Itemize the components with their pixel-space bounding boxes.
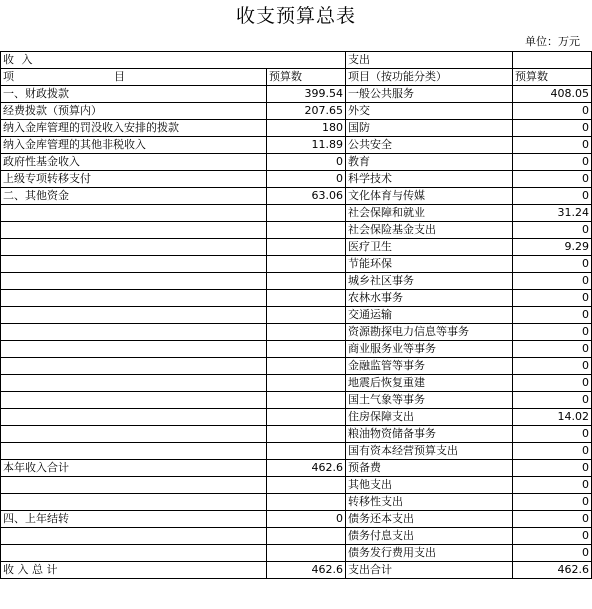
income-budget-cell[interactable] (267, 256, 346, 273)
table-row (1, 426, 592, 443)
expense-item-cell[interactable]: 住房保障支出 (346, 409, 513, 426)
income-item-cell[interactable]: 二、其他资金 (1, 188, 267, 205)
expense-budget-cell[interactable]: 0 (513, 528, 592, 545)
income-budget-cell[interactable]: 11.89 (267, 137, 346, 154)
expense-budget-cell[interactable]: 408.05 (513, 86, 592, 103)
expense-header[interactable]: 支出 (346, 52, 513, 69)
income-item-cell[interactable]: 一、财政拨款 (1, 86, 267, 103)
expense-budget-cell[interactable]: 0 (513, 358, 592, 375)
expense-item-cell[interactable]: 资源勘探电力信息等事务 (346, 324, 513, 341)
expense-item-cell[interactable]: 医疗卫生 (346, 239, 513, 256)
income-budget-cell[interactable] (267, 239, 346, 256)
income-budget-cell[interactable]: 0 (267, 154, 346, 171)
header-row-2 (1, 69, 592, 86)
expense-budget-cell[interactable]: 0 (513, 324, 592, 341)
income-budget-cell[interactable]: 0 (267, 511, 346, 528)
income-budget-cell[interactable] (267, 358, 346, 375)
table-row (1, 460, 592, 477)
table-row (1, 205, 592, 222)
expense-budget-cell[interactable]: 0 (513, 171, 592, 188)
expense-budget-cell[interactable]: 0 (513, 494, 592, 511)
income-budget-cell[interactable] (267, 426, 346, 443)
expense-item-header[interactable]: 项目（按功能分类） (346, 69, 513, 86)
income-item-cell[interactable] (1, 341, 267, 358)
expense-budget-cell[interactable]: 0 (513, 460, 592, 477)
income-budget-cell[interactable] (267, 341, 346, 358)
expense-item-cell[interactable]: 交通运输 (346, 307, 513, 324)
income-budget-cell[interactable] (267, 307, 346, 324)
expense-item-cell[interactable]: 国有资本经营预算支出 (346, 443, 513, 460)
expense-budget-cell[interactable]: 0 (513, 341, 592, 358)
header-row-1 (1, 52, 592, 69)
expense-budget-cell[interactable]: 0 (513, 222, 592, 239)
income-item-cell[interactable] (1, 307, 267, 324)
table-row (1, 341, 592, 358)
expense-budget-cell[interactable]: 0 (513, 545, 592, 562)
table-row (1, 239, 592, 256)
expense-item-cell[interactable]: 社会保险基金支出 (346, 222, 513, 239)
expense-budget-cell[interactable]: 0 (513, 256, 592, 273)
expense-budget-cell[interactable]: 0 (513, 392, 592, 409)
budget-table (0, 51, 592, 579)
expense-budget-cell[interactable]: 462.6 (513, 562, 592, 579)
income-item-cell[interactable] (1, 409, 267, 426)
income-budget-cell[interactable]: 462.6 (267, 460, 346, 477)
income-item-cell[interactable] (1, 273, 267, 290)
income-budget-cell[interactable] (267, 290, 346, 307)
income-item-cell[interactable] (1, 443, 267, 460)
income-item-cell[interactable] (1, 477, 267, 494)
expense-budget-cell[interactable]: 0 (513, 290, 592, 307)
income-item-cell[interactable] (1, 205, 267, 222)
income-item-cell[interactable]: 纳入金库管理的其他非税收入 (1, 137, 267, 154)
table-row (1, 290, 592, 307)
table-row (1, 443, 592, 460)
table-row (1, 545, 592, 562)
expense-budget-cell[interactable]: 0 (513, 154, 592, 171)
income-item-cell[interactable] (1, 324, 267, 341)
income-item-cell[interactable] (1, 290, 267, 307)
expense-item-cell[interactable]: 债务还本支出 (346, 511, 513, 528)
expense-budget-cell[interactable]: 0 (513, 375, 592, 392)
expense-item-cell[interactable]: 转移性支出 (346, 494, 513, 511)
budget-table-body (1, 52, 592, 579)
income-item-cell[interactable] (1, 426, 267, 443)
table-row (1, 86, 592, 103)
income-item-cell[interactable]: 四、上年结转 (1, 511, 267, 528)
income-item-cell[interactable] (1, 494, 267, 511)
income-budget-cell[interactable]: 399.54 (267, 86, 346, 103)
table-row (1, 273, 592, 290)
table-row (1, 137, 592, 154)
income-header[interactable]: 收 入 (1, 52, 346, 69)
income-budget-cell[interactable] (267, 273, 346, 290)
table-row (1, 528, 592, 545)
expense-budget-cell[interactable]: 0 (513, 120, 592, 137)
expense-item-cell[interactable]: 金融监管等事务 (346, 358, 513, 375)
income-budget-cell[interactable]: 63.06 (267, 188, 346, 205)
income-budget-cell[interactable] (267, 443, 346, 460)
table-row (1, 375, 592, 392)
income-item-cell[interactable]: 经费拨款（预算内） (1, 103, 267, 120)
table-row (1, 154, 592, 171)
income-item-cell[interactable]: 政府性基金收入 (1, 154, 267, 171)
income-item-cell[interactable]: 收 入 总 计 (1, 562, 267, 579)
expense-budget-cell[interactable]: 0 (513, 511, 592, 528)
income-item-cell[interactable] (1, 375, 267, 392)
expense-budget-cell[interactable]: 0 (513, 443, 592, 460)
expense-budget-cell[interactable]: 0 (513, 137, 592, 154)
table-row (1, 307, 592, 324)
expense-budget-cell[interactable]: 14.02 (513, 409, 592, 426)
table-row (1, 477, 592, 494)
expense-item-cell[interactable]: 国土气象等事务 (346, 392, 513, 409)
expense-item-cell[interactable]: 支出合计 (346, 562, 513, 579)
expense-budget-cell[interactable]: 0 (513, 188, 592, 205)
expense-header-blank[interactable] (513, 52, 592, 69)
income-budget-cell[interactable] (267, 477, 346, 494)
income-budget-header[interactable]: 预算数 (267, 69, 346, 86)
item-header-b: 目 (114, 70, 125, 83)
income-item-cell[interactable] (1, 239, 267, 256)
income-item-cell[interactable] (1, 392, 267, 409)
expense-item-cell[interactable]: 教育 (346, 154, 513, 171)
expense-item-cell[interactable]: 文化体育与传媒 (346, 188, 513, 205)
income-budget-cell[interactable] (267, 205, 346, 222)
expense-budget-cell[interactable]: 0 (513, 307, 592, 324)
income-budget-cell[interactable]: 180 (267, 120, 346, 137)
table-row (1, 188, 592, 205)
table-row (1, 511, 592, 528)
expense-item-cell[interactable]: 地震后恢复重建 (346, 375, 513, 392)
income-budget-cell[interactable] (267, 324, 346, 341)
income-item-cell[interactable]: 本年收入合计 (1, 460, 267, 477)
table-row (1, 494, 592, 511)
table-row (1, 562, 592, 579)
table-row (1, 103, 592, 120)
income-item-cell[interactable] (1, 222, 267, 239)
expense-budget-cell[interactable]: 0 (513, 426, 592, 443)
expense-item-cell[interactable]: 粮油物资储备事务 (346, 426, 513, 443)
item-header[interactable] (1, 69, 267, 86)
income-item-cell[interactable]: 纳入金库管理的罚没收入安排的拨款 (1, 120, 267, 137)
expense-budget-cell[interactable]: 0 (513, 477, 592, 494)
table-row (1, 358, 592, 375)
expense-item-cell[interactable]: 科学技术 (346, 171, 513, 188)
expense-item-cell[interactable]: 债务发行费用支出 (346, 545, 513, 562)
table-row (1, 222, 592, 239)
table-row (1, 120, 592, 137)
expense-item-cell[interactable]: 商业服务业等事务 (346, 341, 513, 358)
expense-item-cell[interactable]: 节能环保 (346, 256, 513, 273)
expense-item-cell[interactable]: 一般公共服务 (346, 86, 513, 103)
income-item-cell[interactable]: 上级专项转移支付 (1, 171, 267, 188)
income-budget-cell[interactable]: 0 (267, 171, 346, 188)
income-budget-cell[interactable]: 207.65 (267, 103, 346, 120)
expense-item-cell[interactable]: 农林水事务 (346, 290, 513, 307)
expense-item-cell[interactable]: 社会保障和就业 (346, 205, 513, 222)
income-budget-cell[interactable] (267, 375, 346, 392)
income-budget-cell[interactable] (267, 222, 346, 239)
expense-item-cell[interactable]: 外交 (346, 103, 513, 120)
unit-label: 单位：万元 (525, 35, 580, 48)
expense-item-cell[interactable]: 公共安全 (346, 137, 513, 154)
income-item-cell[interactable] (1, 528, 267, 545)
expense-budget-cell[interactable]: 31.24 (513, 205, 592, 222)
expense-budget-cell[interactable]: 0 (513, 103, 592, 120)
page-title: 收支预算总表 (235, 5, 356, 27)
income-budget-cell[interactable] (267, 392, 346, 409)
expense-item-cell[interactable]: 其他支出 (346, 477, 513, 494)
income-item-cell[interactable] (1, 256, 267, 273)
expense-item-cell[interactable]: 国防 (346, 120, 513, 137)
expense-budget-cell[interactable]: 0 (513, 273, 592, 290)
income-budget-cell[interactable] (267, 494, 346, 511)
table-row (1, 256, 592, 273)
income-budget-cell[interactable] (267, 528, 346, 545)
expense-budget-cell[interactable]: 9.29 (513, 239, 592, 256)
income-budget-cell[interactable]: 462.6 (267, 562, 346, 579)
table-row (1, 409, 592, 426)
income-budget-cell[interactable] (267, 409, 346, 426)
table-row (1, 324, 592, 341)
income-item-cell[interactable] (1, 358, 267, 375)
expense-budget-header[interactable]: 预算数 (513, 69, 592, 86)
table-row (1, 392, 592, 409)
item-header-a: 项 (3, 70, 14, 83)
income-budget-cell[interactable] (267, 545, 346, 562)
expense-item-cell[interactable]: 债务付息支出 (346, 528, 513, 545)
table-row (1, 171, 592, 188)
income-item-cell[interactable] (1, 545, 267, 562)
expense-item-cell[interactable]: 预备费 (346, 460, 513, 477)
expense-item-cell[interactable]: 城乡社区事务 (346, 273, 513, 290)
